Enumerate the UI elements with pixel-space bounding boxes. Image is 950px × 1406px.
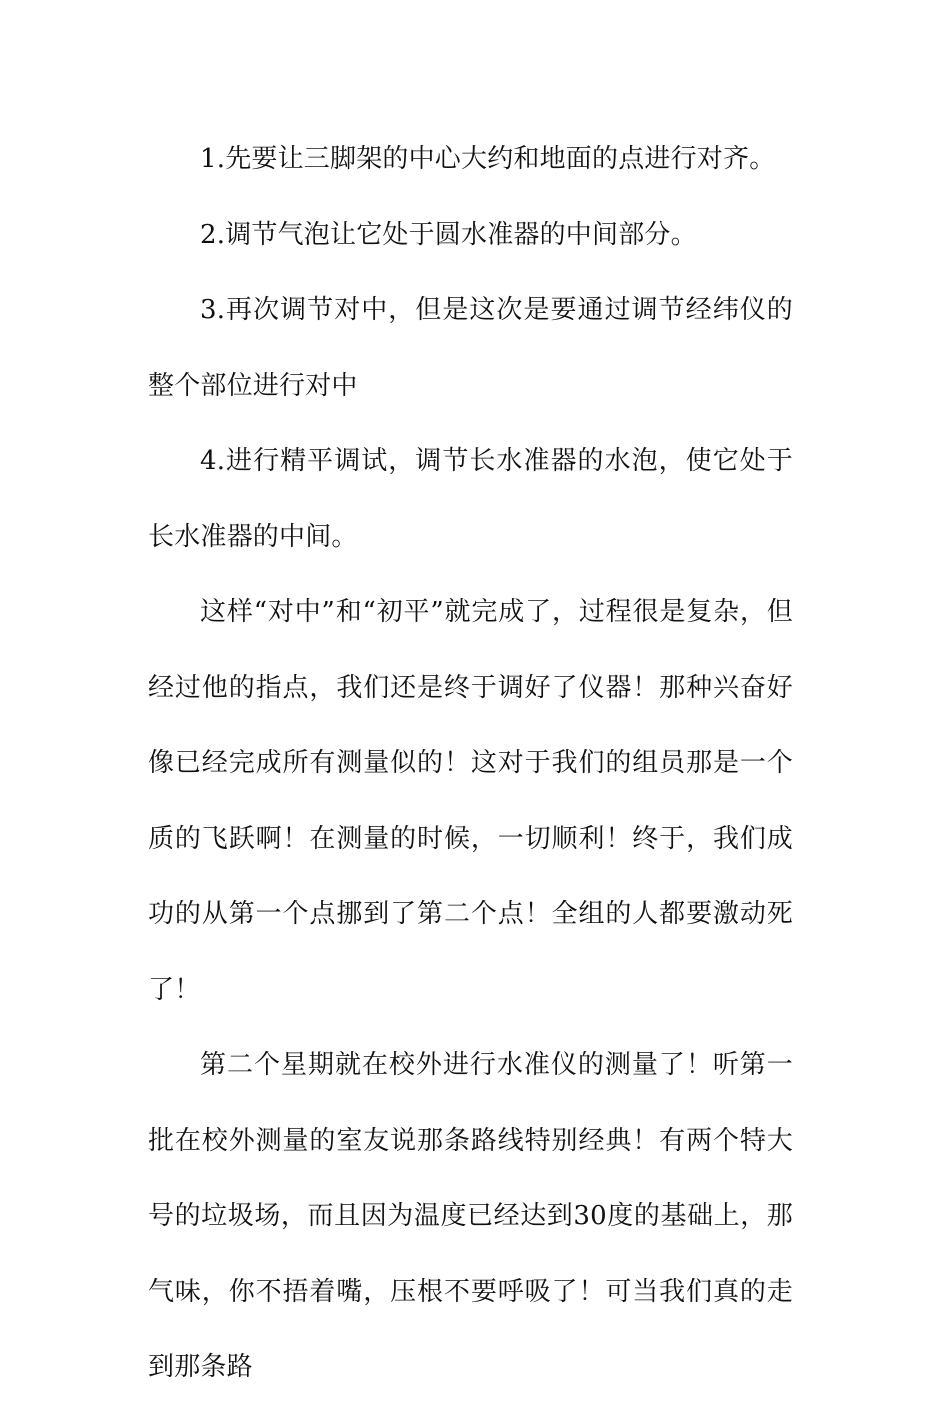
paragraph-step-4: 4.进行精平调试，调节长水准器的水泡，使它处于长水准器的中间。 — [148, 446, 793, 552]
paragraph-step-2: 2.调节气泡让它处于圆水准器的中间部分。 — [200, 219, 697, 250]
paragraph-step-3: 3.再次调节对中，但是这次是要通过调节经纬仪的整个部位进行对中 — [148, 295, 793, 401]
document-body — [148, 122, 793, 1406]
paragraph-step-1: 1.先要让三脚架的中心大约和地面的点进行对齐。 — [200, 144, 776, 174]
paragraph-second-week: 第二个星期就在校外进行水准仪的测量了！听第一批在校外测量的室友说那条路线特别经典！有两个特大号的垃圾场，而且因为温度已经达到30度的基础上，那气味，你不捂着嘴，压根不要呼吸了！可当我们真的走到那条路 — [148, 1050, 793, 1382]
paragraph-leveling-complete: 这样“对中”和“初平”就完成了，过程很是复杂，但经过他的指点，我们还是终于调好了仪器！那种兴奋好像已经完成所有测量似的！这对于我们的组员那是一个质的飞跃啊！在测量的时候，一切顺利！终于，我们成功的从第一个点挪到了第二个点！全组的人都要激动死了！ — [148, 597, 793, 1005]
